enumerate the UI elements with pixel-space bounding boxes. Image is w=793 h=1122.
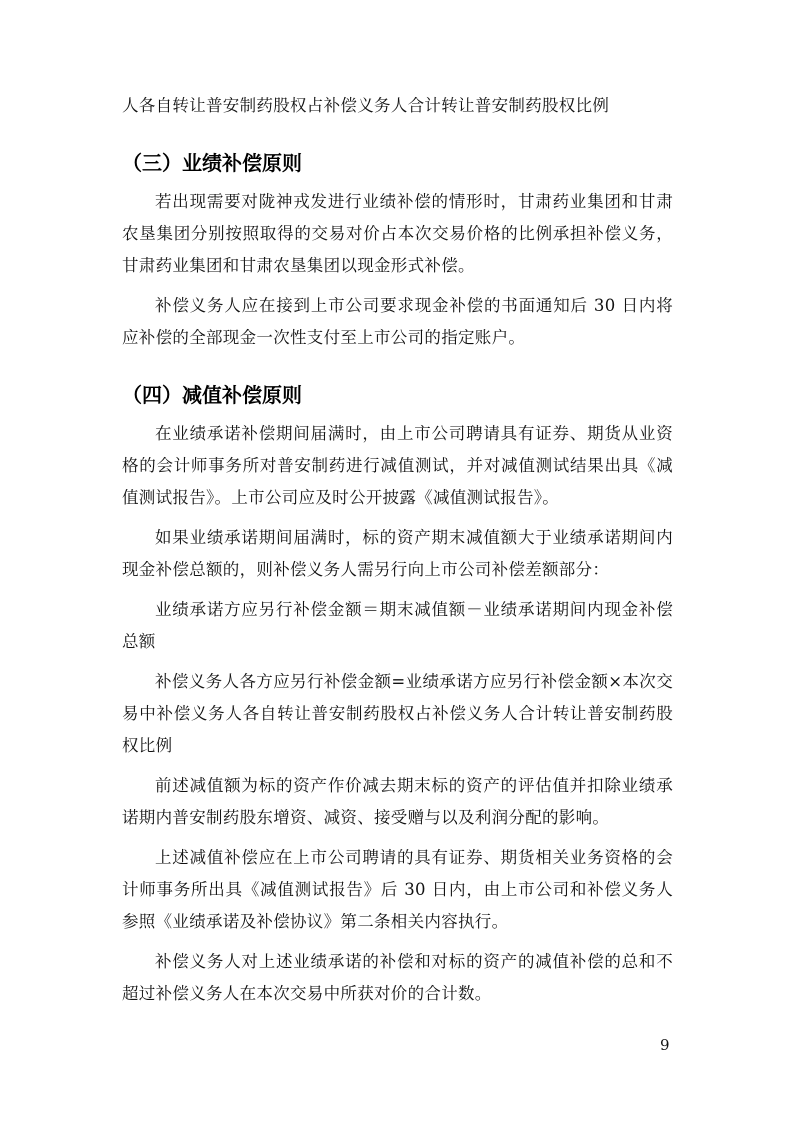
formula-additional-compensation-total: 业绩承诺方应另行补偿金额＝期末减值额－业绩承诺期间内现金补偿总额 — [122, 600, 673, 651]
paragraph-impairment-1: 在业绩承诺补偿期间届满时，由上市公司聘请具有证券、期货从业资格的会计师事务所对普安制药进行减值测试，并对减值测试结果出具《减值测试报告》。上市公司应及时公开披露《减值测试报告》。 — [122, 424, 673, 507]
paragraph-impairment-definition: 前述减值额为标的资产作价减去期末标的资产的评估值并扣除业绩承诺期内普安制药股东增资、减资、接受赠与以及利润分配的影响。 — [122, 776, 673, 827]
document-content — [122, 90, 673, 1018]
paragraph-impairment-execution: 上述减值补偿应在上市公司聘请的具有证券、期货相关业务资格的会计师事务所出具《减值测试报告》后 30 日内，由上市公司和补偿义务人参照《业绩承诺及补偿协议》第二条相关内容执行。 — [122, 848, 673, 931]
page-number: 9 — [660, 1036, 670, 1054]
paragraph-impairment-2: 如果业绩承诺期间届满时，标的资产期末减值额大于业绩承诺期间内现金补偿总额的，则补偿义务人需另行向上市公司补偿差额部分： — [122, 528, 673, 579]
paragraph-continuation: 人各自转让普安制药股权占补偿义务人合计转让普安制药股权比例 — [122, 96, 610, 115]
paragraph-performance-compensation-2: 补偿义务人应在接到上市公司要求现金补偿的书面通知后 30 日内将应补偿的全部现金一次性支付至上市公司的指定账户。 — [122, 296, 673, 347]
paragraph-compensation-cap: 补偿义务人对上述业绩承诺的补偿和对标的资产的减值补偿的总和不超过补偿义务人在本次交易中所获对价的合计数。 — [122, 952, 673, 1003]
formula-additional-compensation-per-party: 补偿义务人各方应另行补偿金额=业绩承诺方应另行补偿金额×本次交易中补偿义务人各自转让普安制药股权占补偿义务人合计转让普安制药股权比例 — [122, 672, 673, 755]
section-heading-impairment-compensation: （四）减值补偿原则 — [122, 383, 302, 407]
paragraph-performance-compensation-1: 若出现需要对陇神戎发进行业绩补偿的情形时，甘肃药业集团和甘肃农垦集团分别按照取得的交易对价占本次交易价格的比例承担补偿义务，甘肃药业集团和甘肃农垦集团以现金形式补偿。 — [122, 192, 673, 275]
section-heading-performance-compensation: （三）业绩补偿原则 — [122, 151, 302, 175]
